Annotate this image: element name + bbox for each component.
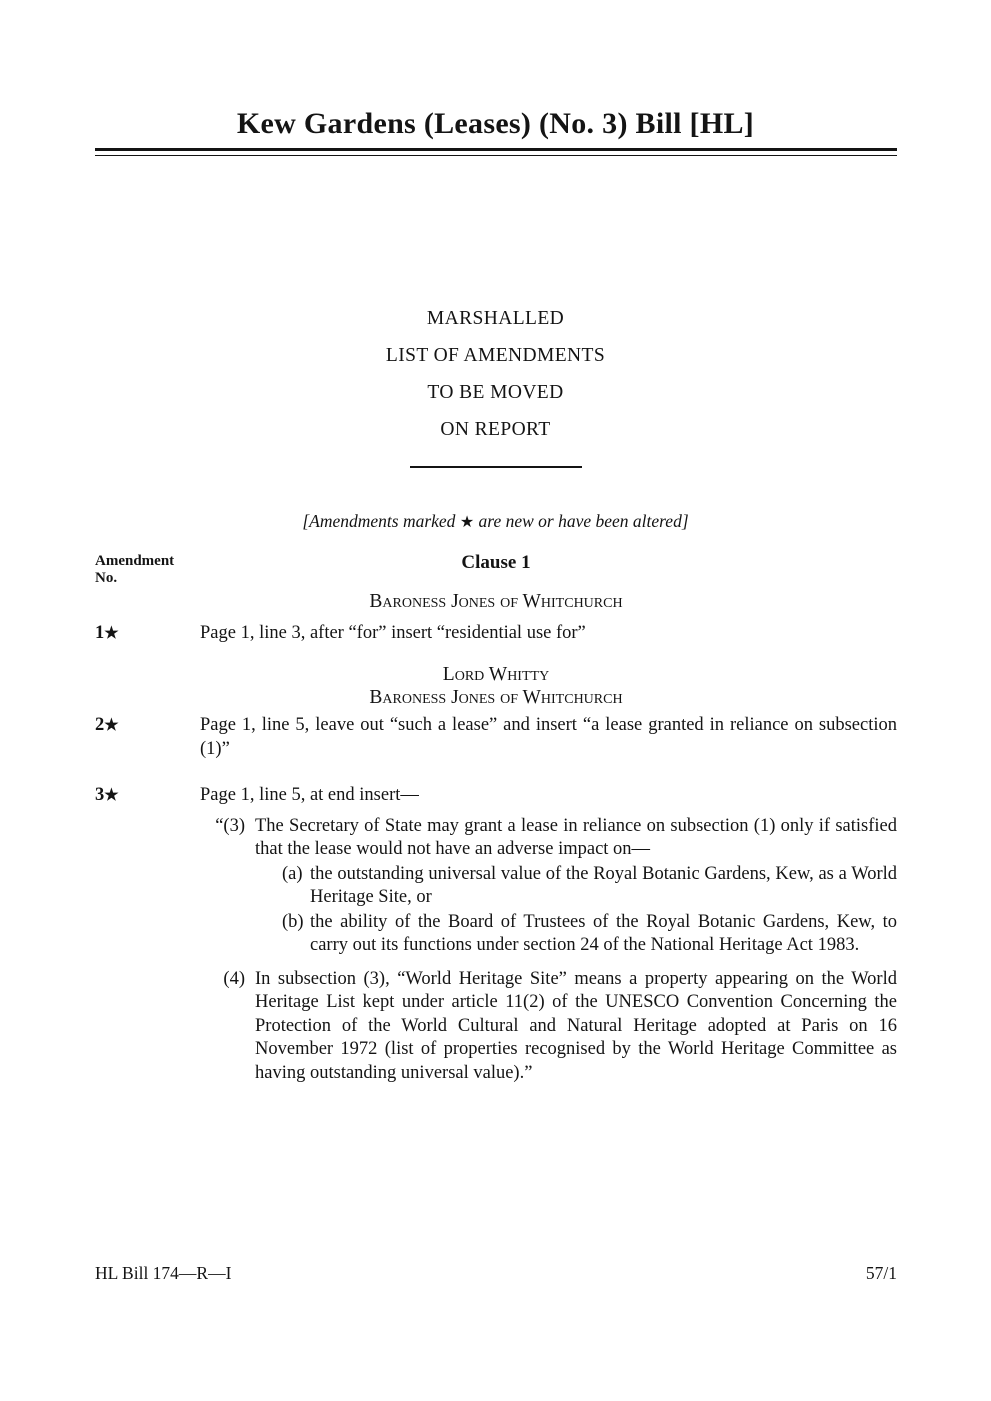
amendment-number-value: 3	[95, 785, 105, 805]
amendment-number	[95, 714, 200, 761]
amendment-text: Page 1, line 3, after “for” insert “residential use for”	[200, 622, 586, 643]
footer-page-ref: 57/1	[865, 1263, 897, 1283]
note-prefix: [Amendments marked	[302, 511, 460, 531]
amendment-number	[95, 622, 200, 646]
amendment-row-3	[95, 784, 897, 1085]
new-amendment-star-icon: ★	[104, 717, 119, 734]
bill-title: Kew Gardens (Leases) (No. 3) Bill [HL]	[236, 107, 755, 140]
paragraph-b	[255, 911, 897, 958]
col-header-line2: No.	[95, 570, 118, 586]
amendment-body	[200, 784, 897, 1085]
subsection-text: In subsection (3), “World Heritage Site” means a property appearing on the World Heritage List kept under article 11(2) of the UNESCO Convention Concerning the Protection of the World Cultural and Natural Heritage adopted at Paris on 16 November 1972 (list of properties recognised by the World Heritage Committee as having outstanding universal value).”	[255, 968, 897, 1083]
title-rule-thick	[95, 148, 897, 151]
clause-heading: Clause 1	[461, 552, 531, 573]
marshalled-heading	[0, 300, 991, 448]
subsection-number: “(3)	[215, 815, 245, 836]
title-rule-thin	[95, 155, 897, 156]
subsection-number: (4)	[223, 968, 245, 989]
heading-line-marshalled: MARSHALLED	[426, 308, 565, 329]
new-amendment-star-icon: ★	[104, 787, 119, 804]
amendment-number-value: 1	[95, 622, 105, 643]
heading-line-on-report: ON REPORT	[440, 419, 551, 440]
sponsor-name: Lord Whitty	[442, 664, 550, 685]
new-amendment-star-icon: ★	[459, 514, 475, 531]
amendment-number-column-header	[95, 553, 174, 587]
page-footer	[95, 1263, 897, 1284]
paragraph-a	[255, 863, 897, 910]
amendment-number-value: 2	[95, 715, 105, 735]
new-amendment-star-icon: ★	[104, 624, 119, 642]
subsection-3	[200, 815, 897, 958]
note-suffix: are new or have been altered]	[474, 511, 689, 531]
paragraph-text: the outstanding universal value of the Royal Botanic Gardens, Kew, as a World Heritage Site, or	[310, 863, 897, 907]
amendment-text: Page 1, line 5, leave out “such a lease” and insert “a lease granted in reliance on subsection (1)”	[200, 715, 897, 759]
amendment-number	[95, 784, 200, 1085]
sponsor-name: Baroness Jones of Whitchurch	[369, 686, 623, 708]
amendments-marked-note	[0, 511, 991, 532]
paragraph-letter: (b)	[282, 911, 304, 932]
subsection-text: The Secretary of State may grant a lease in reliance on subsection (1) only if satisfied that the lease would not have an adverse impact on—	[255, 815, 897, 859]
amendments-list	[95, 551, 897, 1085]
amendment-row-1	[95, 622, 897, 646]
section-divider-rule	[410, 466, 582, 468]
subsection-4	[200, 968, 897, 1086]
heading-line-to-be-moved: TO BE MOVED	[427, 382, 564, 403]
heading-line-list-of-amendments: LIST OF AMENDMENTS	[385, 345, 606, 366]
amendment-lead-text: Page 1, line 5, at end insert—	[200, 785, 419, 805]
sponsor-group-2	[95, 664, 897, 709]
paragraph-letter: (a)	[282, 863, 303, 884]
footer-bill-number: HL Bill 174—R—I	[95, 1263, 232, 1283]
col-header-line1: Amendment	[95, 553, 175, 569]
paragraph-text: the ability of the Board of Trustees of the Royal Botanic Gardens, Kew, to carry out its functions under section 24 of the National Heritage Act 1983.	[310, 911, 897, 955]
sponsor-name: Baroness Jones of Whitchurch	[369, 591, 623, 612]
clause-header-row	[95, 551, 897, 591]
amendment-row-2	[95, 714, 897, 761]
subsection-body	[255, 815, 897, 958]
